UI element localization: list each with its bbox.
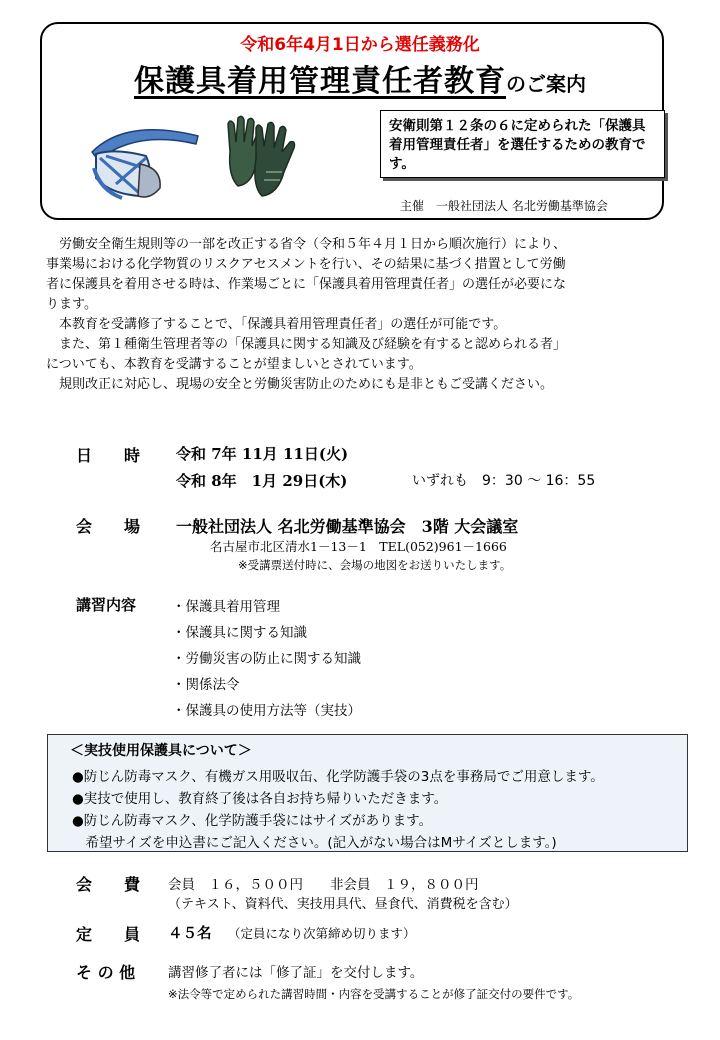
mandatory-notice: 令和6年4月1日から選任義務化 (240, 35, 480, 55)
schedule-label: 日 時 (76, 446, 141, 465)
other-label: そ の 他 (76, 963, 136, 982)
venue-name: 一般社団法人 名北労働基準協会 3階 大会議室 (176, 517, 519, 536)
fee-note: （テキスト、資料代、実技用具代、昼食代、消費税を含む） (168, 897, 518, 912)
intro-line: 労働安全衛生規則等の一部を改正する省令（令和５年４月１日から順次施行）により、 (46, 237, 567, 252)
page-title (0, 56, 720, 100)
capacity-note: （定員になり次第締め切ります） (228, 926, 416, 941)
gear-line: ●実技で使用し、教育終了後は各自お持ち帰りいただきます。 (72, 791, 448, 807)
venue-note: ※受講票送付時に、会場の地図をお送りいたします。 (238, 558, 512, 572)
intro-line: また、第１種衛生管理者等の「保護具に関する知識及び経験を有すると認められる者」 (46, 337, 567, 352)
title-main: 保護具着用管理責任者教育 (134, 64, 506, 99)
intro-line: についても、本教育を受講することが望ましいとされています。 (46, 357, 422, 372)
other-note: ※法令等で定められた講習時間・内容を受講することが修了証交付の要件です。 (168, 987, 580, 1001)
fee-amounts: 会員 １６，５００円 非会員 １９，８００円 (168, 877, 479, 893)
capacity-label: 定 員 (76, 925, 141, 944)
venue-address: 名古屋市北区清水1－13－1 TEL(052)961－1666 (210, 539, 507, 554)
title-sub: のご案内 (506, 72, 586, 96)
protective-gloves-icon (222, 112, 302, 200)
intro-line: ります。 (46, 297, 97, 312)
intro-line: 本教育を受講修了することで、「保護具着用管理責任者」の選任が可能です。 (46, 317, 507, 332)
capacity-value: ４５名 (168, 926, 212, 942)
respirator-mask-icon (86, 108, 204, 204)
gear-heading: ＜実技使用保護具について＞ (70, 743, 252, 759)
content-item: ・保護具に関する知識 (172, 625, 307, 641)
venue-label: 会 場 (76, 517, 141, 536)
content-label: 講習内容 (76, 596, 137, 614)
gear-line: 希望サイズを申込書にご記入ください。(記入がない場合はMサイズとします。) (72, 835, 557, 851)
other-text: 講習修了者には「修了証」を交付します。 (168, 965, 424, 981)
schedule-time: いずれも 9：30 ～ 16：55 (412, 473, 596, 489)
intro-line: 規則改正に対応し、現場の安全と労働災害防止のためにも是非ともご受講ください。 (46, 377, 554, 392)
intro-text (46, 235, 682, 395)
content-item: ・関係法令 (172, 677, 240, 693)
intro-line: 者に保護具を着用させる時は、作業場ごとに「保護具着用管理責任者」の選任が必要にな (46, 277, 567, 292)
schedule-date-2: 令和 8年 1月 29日(木) (176, 472, 348, 490)
intro-line: 事業場における化学物質のリスクアセスメントを行い、その結果に基づく措置として労働 (46, 257, 566, 272)
content-item: ・労働災害の防止に関する知識 (172, 651, 361, 667)
gear-line: ●防じん防毒マスク、有機ガス用吸収缶、化学防護手袋の3点を事務局でご用意します。 (72, 769, 604, 785)
schedule-date-1: 令和 7年 11月 11日(火) (176, 445, 349, 463)
fee-label: 会 費 (76, 875, 141, 894)
organizer: 主催 一般社団法人 名北労働基準協会 (400, 199, 608, 213)
law-note-box: 安衛則第１２条の６に定められた「保護具着用管理責任者」を選任するための教育です。 (380, 110, 665, 178)
gear-line: ●防じん防毒マスク、化学防護手袋にはサイズがあります。 (72, 813, 433, 829)
content-item: ・保護具の使用方法等（実技） (172, 703, 361, 719)
content-item: ・保護具着用管理 (172, 599, 280, 615)
